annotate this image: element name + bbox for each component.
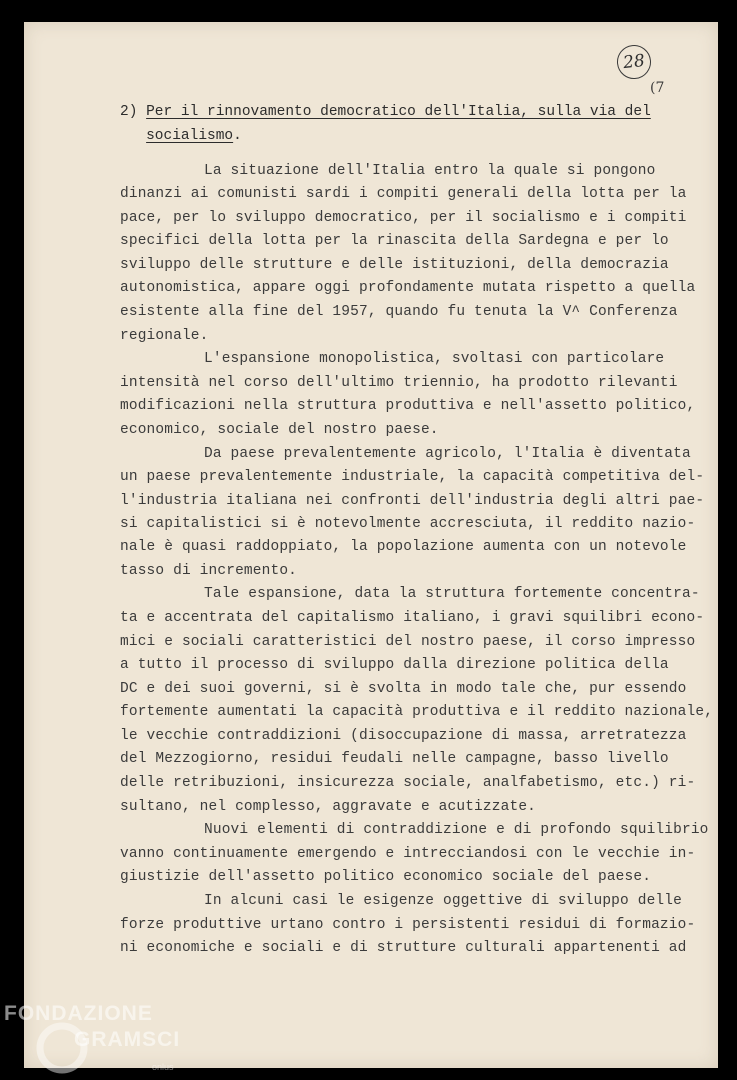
body-line: modificazioni nella struttura produttiva e nell'assetto politico, <box>120 398 696 414</box>
body-line: Da paese prevalentemente agricolo, l'Italia è diventata <box>204 446 691 462</box>
logo-line1: FONDAZIONE <box>4 1002 153 1025</box>
body-line: fortemente aumentati la capacità produttiva e il reddito nazionale, <box>120 704 714 720</box>
body-line: l'industria italiana nei confronti dell'industria degli altri pae- <box>120 493 705 509</box>
body-line: DC e dei suoi governi, si è svolta in modo tale che, pur essendo <box>120 681 687 697</box>
body-line: le vecchie contraddizioni (disoccupazione di massa, arretratezza <box>120 728 687 744</box>
body-line: autonomistica, appare oggi profondamente mutata rispetto a quella <box>120 280 696 296</box>
section-heading <box>120 100 680 148</box>
body-line: mici e sociali caratteristici del nostro paese, il corso impresso <box>120 634 696 650</box>
body-line: In alcuni casi le esigenze oggettive di sviluppo delle <box>204 893 682 909</box>
fondazione-gramsci-logo <box>4 998 194 1078</box>
body-line: tasso di incremento. <box>120 563 298 579</box>
body-line: ta e accentrata del capitalismo italiano, i gravi squilibri econo- <box>120 610 705 626</box>
body-line: vanno continuamente emergendo e intrecciandosi con le vecchie in- <box>120 846 696 862</box>
body-line: economico, sociale del nostro paese. <box>120 422 439 438</box>
body-line: si capitalistici si è notevolmente accresciuta, il reddito nazio- <box>120 516 696 532</box>
body-line: forze produttive urtano contro i persistenti residui di formazio- <box>120 917 696 933</box>
body-line: ni economiche e sociali e di strutture culturali appartenenti ad <box>120 940 687 956</box>
body-line: L'espansione monopolistica, svoltasi con particolare <box>204 351 665 367</box>
body-line: sviluppo delle strutture e delle istituzioni, della democrazia <box>120 257 669 273</box>
heading-prefix: 2) <box>120 104 147 120</box>
body-line: Tale espansione, data la struttura fortemente concentra- <box>204 586 700 602</box>
heading-title-line2: socialismo <box>146 128 234 144</box>
logo-line2: GRAMSCI <box>74 1028 181 1051</box>
body-line: sultano, nel complesso, aggravate e acutizzate. <box>120 799 537 815</box>
body-line: del Mezzogiorno, residui feudali nelle campagne, basso livello <box>120 751 669 767</box>
body-line: regionale. <box>120 328 209 344</box>
body-line: giustizie dell'assetto politico economico sociale del paese. <box>120 869 652 885</box>
body-line: nale è quasi raddoppiato, la popolazione aumenta con un notevole <box>120 539 687 555</box>
logo-line3: onlus <box>152 1062 174 1072</box>
body-line: dinanzi ai comunisti sardi i compiti generali della lotta per la <box>120 186 687 202</box>
body-line: delle retribuzioni, insicurezza sociale, analfabetismo, etc.) ri- <box>120 775 696 791</box>
body-line: specifici della lotta per la rinascita della Sardegna e per lo <box>120 233 669 249</box>
page-number: (7 <box>650 80 665 96</box>
heading-suffix: . <box>233 128 242 144</box>
archive-stamp-number: 28 <box>615 43 652 80</box>
body-line: intensità nel corso dell'ultimo triennio, ha prodotto rilevanti <box>120 375 678 391</box>
body-line: La situazione dell'Italia entro la quale si pongono <box>204 163 656 179</box>
body-line: esistente alla fine del 1957, quando fu tenuta la V^ Conferenza <box>120 304 678 320</box>
body-line: Nuovi elementi di contraddizione e di profondo squilibrio <box>204 822 709 838</box>
body-line: pace, per lo sviluppo democratico, per il socialismo e i compiti <box>120 210 687 226</box>
body-line: a tutto il processo di sviluppo dalla direzione politica della <box>120 657 669 673</box>
heading-title-line1: Per il rinnovamento democratico dell'Italia, sulla via del <box>146 104 651 120</box>
body-line: un paese prevalentemente industriale, la capacità competitiva del- <box>120 469 705 485</box>
